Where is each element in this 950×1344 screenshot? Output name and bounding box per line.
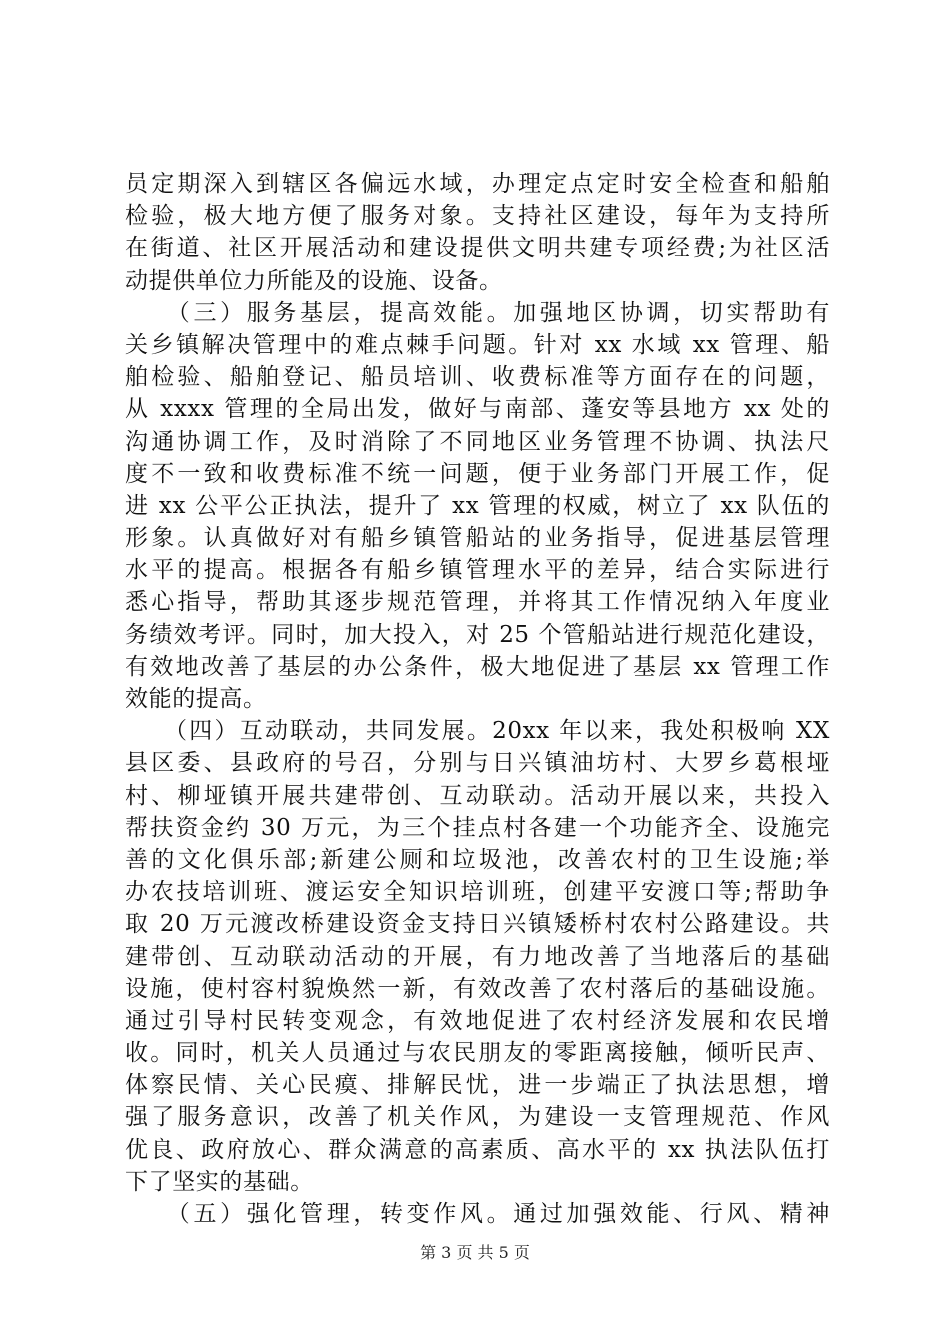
text-line: 设施，使村容村貌焕然一新，有效改善了农村落后的基础设施。 xyxy=(125,975,830,1002)
text-line: 在街道、社区开展活动和建设提供文明共建专项经费;为社区活 xyxy=(125,235,830,262)
text-line: （五）强化管理，转变作风。通过加强效能、行风、精神 xyxy=(125,1201,830,1227)
text-line: （三）服务基层，提高效能。加强地区协调，切实帮助有 xyxy=(125,299,830,326)
text-line: 进 xx 公平公正执法，提升了 xx 管理的权威，树立了 xx 队伍的 xyxy=(125,492,830,519)
text-line: 水平的提高。根据各有船乡镇管理水平的差异，结合实际进行 xyxy=(125,557,830,584)
text-line: （四）互动联动，共同发展。20xx 年以来，我处积极响 XX xyxy=(125,718,830,745)
text-line: 从 xxxx 管理的全局出发，做好与南部、蓬安等县地方 xx 处的 xyxy=(125,396,830,423)
text-line: 办农技培训班、渡运安全知识培训班，创建平安渡口等;帮助争 xyxy=(125,879,830,906)
text-line: 强了服务意识，改善了机关作风，为建设一支管理规范、作风 xyxy=(125,1104,830,1131)
text-line: 收。同时，机关人员通过与农民朋友的零距离接触，倾听民声、 xyxy=(125,1040,830,1067)
text-line: 度不一致和收费标准不统一问题，便于业务部门开展工作，促 xyxy=(125,460,830,487)
text-line: 员定期深入到辖区各偏远水域，办理定点定时安全检查和船舶 xyxy=(125,171,830,197)
text-line: 务绩效考评。同时，加大投入，对 25 个管船站进行规范化建设， xyxy=(125,621,830,648)
text-line: 效能的提高。 xyxy=(125,686,267,712)
body-text xyxy=(125,168,830,1230)
text-line: 体察民情、关心民瘼、排解民忧，进一步端正了执法思想，增 xyxy=(125,1072,830,1099)
text-line: 善的文化俱乐部;新建公厕和垃圾池，改善农村的卫生设施;举 xyxy=(125,846,830,873)
text-line: 通过引导村民转变观念，有效地促进了农村经济发展和农民增 xyxy=(125,1007,830,1034)
text-line: 有效地改善了基层的办公条件，极大地促进了基层 xx 管理工作 xyxy=(125,653,830,680)
text-line: 舶检验、船舶登记、船员培训、收费标准等方面存在的问题， xyxy=(125,364,830,391)
text-line: 悉心指导，帮助其逐步规范管理，并将其工作情况纳入年度业 xyxy=(125,589,830,616)
text-line: 关乡镇解决管理中的难点棘手问题。针对 xx 水域 xx 管理、船 xyxy=(125,331,830,358)
text-line: 形象。认真做好对有船乡镇管船站的业务指导，促进基层管理 xyxy=(125,525,830,552)
text-line: 建带创、互动联动活动的开展，有力地改善了当地落后的基础 xyxy=(125,943,830,970)
text-line: 取 20 万元渡改桥建设资金支持日兴镇矮桥村农村公路建设。共 xyxy=(125,911,830,938)
text-line: 帮扶资金约 30 万元，为三个挂点村各建一个功能齐全、设施完 xyxy=(125,814,830,841)
text-line: 动提供单位力所能及的设施、设备。 xyxy=(125,267,503,294)
text-line: 优良、政府放心、群众满意的高素质、高水平的 xx 执法队伍打 xyxy=(125,1136,830,1163)
text-line: 下了坚实的基础。 xyxy=(125,1168,314,1195)
text-line: 检验，极大地方便了服务对象。支持社区建设，每年为支持所 xyxy=(125,203,830,230)
page-number-footer: 第 3 页 共 5 页 xyxy=(420,1243,530,1262)
text-line: 村、柳垭镇开展共建带创、互动联动。活动开展以来，共投入 xyxy=(125,782,830,809)
text-line: 县区委、县政府的号召，分别与日兴镇油坊村、大罗乡葛根垭 xyxy=(125,750,830,777)
text-line: 沟通协调工作，及时消除了不同地区业务管理不协调、执法尺 xyxy=(125,428,830,455)
